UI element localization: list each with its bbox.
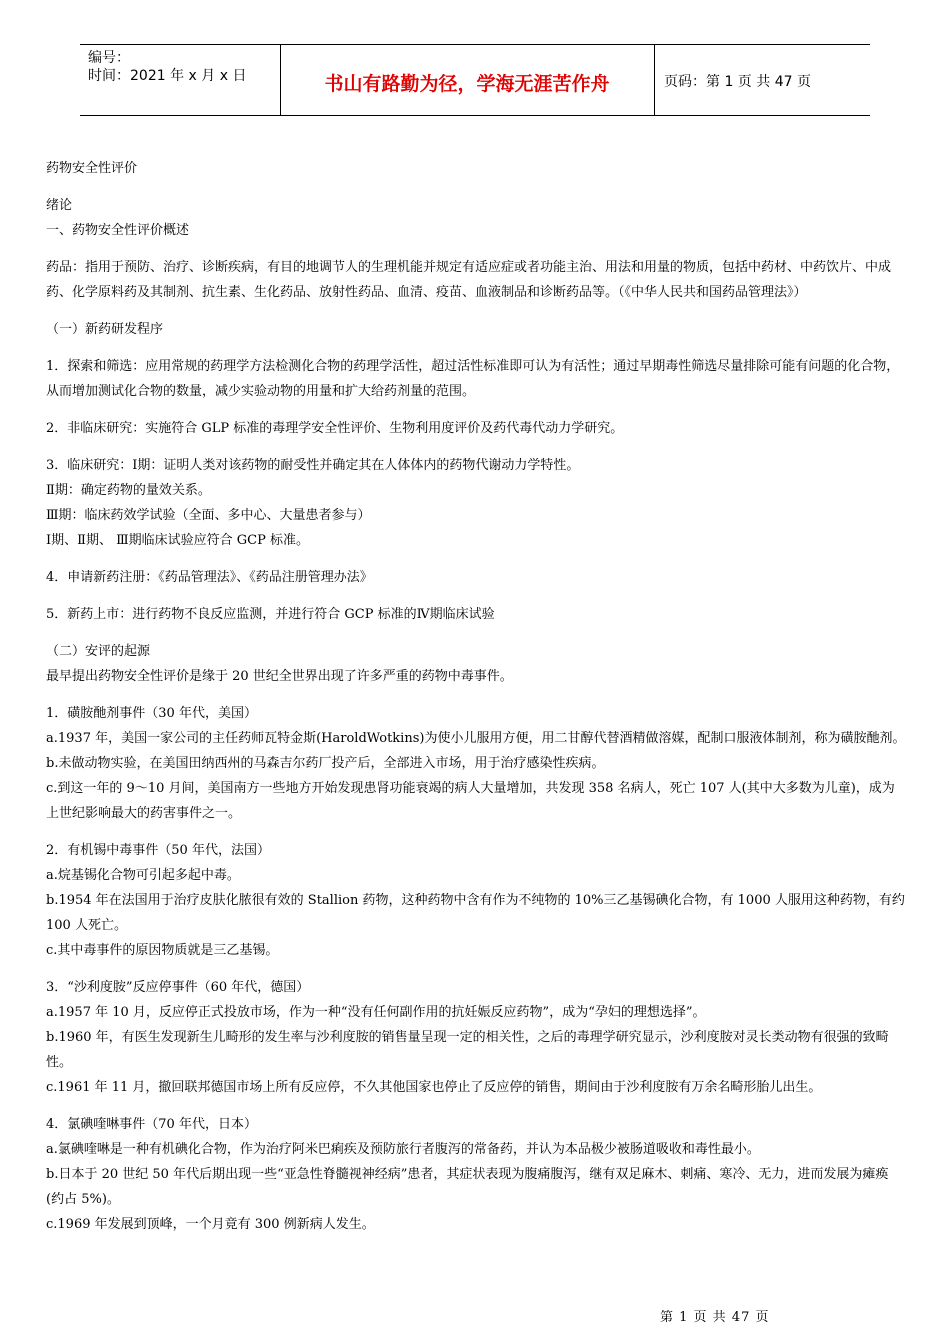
paragraph: 5．新药上市：进行药物不良反应监测，并进行符合 GCP 标准的Ⅳ期临床试验 (46, 607, 495, 622)
paragraph: a.烷基锡化合物可引起多起中毒。 (46, 868, 240, 883)
doc-date: 时间：2021 年 x 月 x 日 (88, 68, 247, 84)
paragraph: c.到这一年的 9～10 月间，美国南方一些地方开始发现患肾功能衰竭的病人大量增加，共发现 358 名病人，死亡 107 人(其中大多数为儿童)，成为上世纪影响最大的药害事件之一。 (46, 781, 895, 821)
event-title: 2．有机锡中毒事件（50 年代，法国） (46, 843, 270, 858)
header-divider (654, 45, 655, 115)
paragraph: 最早提出药物安全性评价是缘于 20 世纪全世界出现了许多严重的药物中毒事件。 (46, 669, 513, 684)
event-title: 4．氯碘喹啉事件（70 年代，日本） (46, 1117, 257, 1132)
paragraph: Ⅰ期、Ⅱ期、 Ⅲ期临床试验应符合 GCP 标准。 (46, 533, 309, 548)
header-table (80, 44, 870, 116)
paragraph: c.其中毒事件的原因物质就是三乙基锡。 (46, 943, 279, 958)
paragraph: 药品：指用于预防、治疗、诊断疾病，有目的地调节人的生理机能并规定有适应症或者功能主治、用法和用量的物质，包括中药材、中药饮片、中成药、化学原料药及其制剂、抗生素、生化药品、放射性药品、血清、疫苗、血液制品和诊断药品等。（《中华人民共和国药品管理法》） (46, 260, 892, 300)
paragraph: Ⅱ期：确定药物的量效关系。 (46, 483, 211, 498)
serial-number: 编号： (88, 50, 130, 66)
motto: 书山有路勤为径，学海无涯苦作舟 (324, 73, 610, 95)
page-info: 页码：第 1 页 共 47 页 (664, 74, 811, 90)
heading-intro: 绪论 (46, 198, 73, 213)
paragraph: a.1937 年，美国一家公司的主任药师瓦特金斯(HaroldWotkins)为使小儿服用方便，用二甘醇代替酒精做溶媒，配制口服液体制剂，称为磺胺酏剂。 (46, 731, 906, 746)
paragraph: b.1954 年在法国用于治疗皮肤化脓很有效的 Stallion 药物，这种药物中含有作为不纯物的 10%三乙基锡碘化合物，有 1000 人服用这种药物，有约 100 人死亡。 (46, 893, 905, 933)
paragraph: 4．申请新药注册：《药品管理法》、《药品注册管理办法》 (46, 570, 373, 585)
paragraph: a.1957 年 10 月，反应停正式投放市场，作为一种“没有任何副作用的抗妊娠反应药物”，成为“孕妇的理想选择”。 (46, 1005, 706, 1020)
paragraph: 3．临床研究：Ⅰ期：证明人类对该药物的耐受性并确定其在人体体内的药物代谢动力学特性。 (46, 458, 580, 473)
event-title: 1．磺胺酏剂事件（30 年代，美国） (46, 706, 257, 721)
section-heading: 一、药物安全性评价概述 (46, 223, 190, 238)
subsection-heading: （一）新药研发程序 (46, 322, 164, 337)
event-title: 3．“沙利度胺”反应停事件（60 年代，德国） (46, 980, 310, 995)
paragraph: b.未做动物实验，在美国田纳西州的马森吉尔药厂投产后，全部进入市场，用于治疗感染性疾病。 (46, 756, 605, 771)
paragraph: b.1960 年，有医生发现新生儿畸形的发生率与沙利度胺的销售量呈现一定的相关性，之后的毒理学研究显示，沙利度胺对灵长类动物有很强的致畸性。 (46, 1030, 889, 1070)
subsection-heading: （二）安评的起源 (46, 644, 151, 659)
paragraph: 2．非临床研究：实施符合 GLP 标准的毒理学安全性评价、生物利用度评价及药代毒代动力学研究。 (46, 421, 624, 436)
paragraph: b.日本于 20 世纪 50 年代后期出现一些“亚急性脊髓视神经病”患者，其症状表现为腹痛腹泻，继有双足麻木、刺痛、寒冷、无力，进而发展为瘫痪(约占 5%)。 (46, 1167, 889, 1207)
paragraph: a.氯碘喹啉是一种有机碘化合物，作为治疗阿米巴痢疾及预防旅行者腹泻的常备药，并认为本品极少被肠道吸收和毒性最小。 (46, 1142, 760, 1157)
document-body (46, 156, 906, 1237)
paragraph: Ⅲ期：临床药效学试验（全面、多中心、大量患者参与） (46, 508, 371, 523)
doc-title: 药物安全性评价 (46, 161, 138, 176)
paragraph: c.1961 年 11 月，撤回联邦德国市场上所有反应停，不久其他国家也停止了反应停的销售，期间由于沙利度胺有万余名畸形胎儿出生。 (46, 1080, 822, 1095)
paragraph: c.1969 年发展到顶峰，一个月竟有 300 例新病人发生。 (46, 1217, 375, 1232)
page-footer: 第 1 页 共 47 页 (660, 1310, 770, 1325)
header-meta (88, 49, 246, 85)
paragraph: 1．探索和筛选：应用常规的药理学方法检测化合物的药理学活性，超过活性标准即可认为有活性；通过早期毒性筛选尽量排除可能有问题的化合物，从而增加测试化合物的数量，减少实验动物的用量和扩大给药剂量的范围。 (46, 359, 900, 399)
